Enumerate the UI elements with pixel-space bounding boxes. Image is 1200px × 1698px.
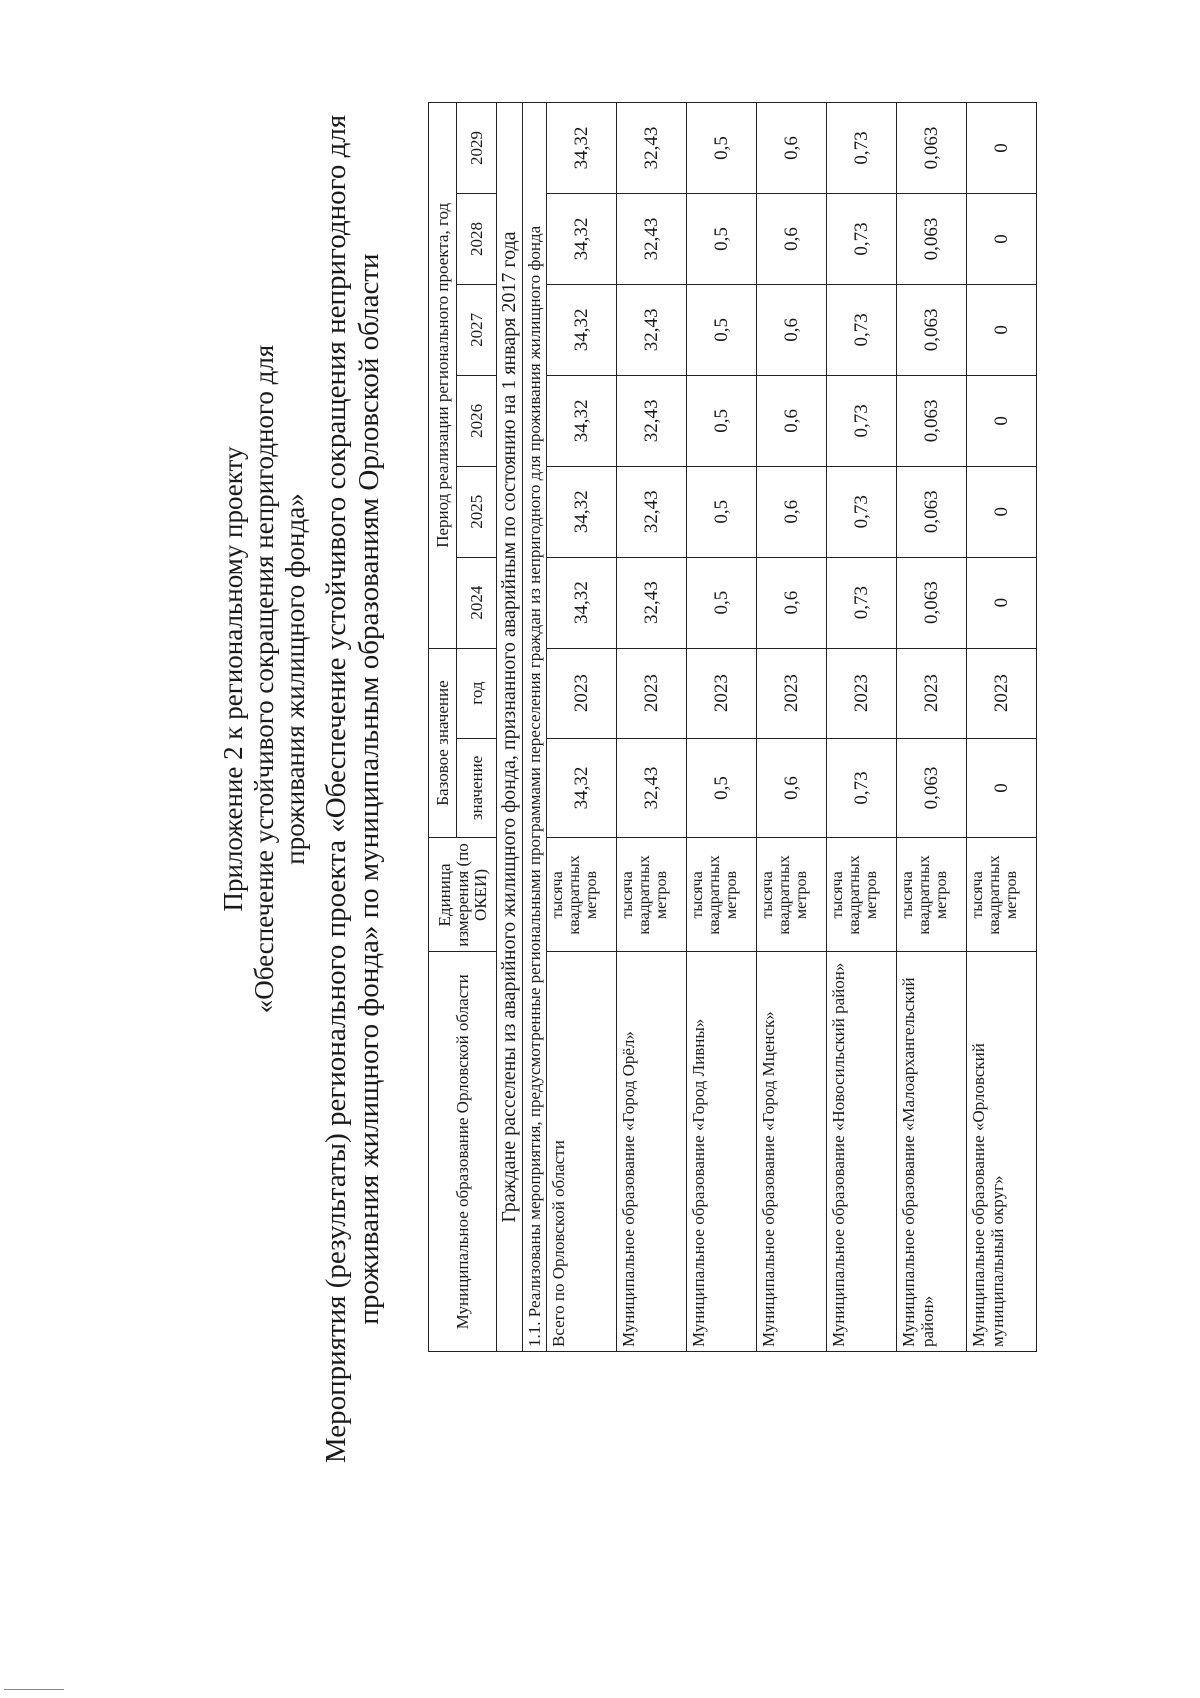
year-value-cell: 0,73 [827,375,897,466]
municipality-cell: Всего по Орловской области [547,952,617,1352]
title-line-2: проживания жилищного фонда» по муниципальным образованиям Орловской области [353,253,385,1325]
year-value-cell: 0 [967,284,1037,375]
base-value-cell: 0,5 [687,738,757,838]
header-year-2028: 2028 [457,194,497,285]
results-table [428,102,1037,1352]
header-base-year: год [457,648,497,738]
header-year-2024: 2024 [457,557,497,648]
table-row [687,103,757,1352]
header-year-2026: 2026 [457,375,497,466]
year-value-cell: 0,063 [897,194,967,285]
year-value-cell: 0,6 [757,375,827,466]
year-value-cell: 0,063 [897,375,967,466]
title-line-1: Мероприятия (результаты) регионального проекта «Обеспечение устойчивого сокращения непригодного для [320,114,352,1464]
year-value-cell: 0,6 [757,284,827,375]
table-row [757,103,827,1352]
year-value-cell: 0,063 [897,557,967,648]
year-value-cell: 0,6 [757,194,827,285]
header-base: Базовое значение [429,648,457,838]
base-value-cell: 0,6 [757,738,827,838]
base-value-cell: 32,43 [617,738,687,838]
municipality-cell: Муниципальное образование «Малоархангельский район» [897,952,967,1352]
year-value-cell: 0,6 [757,103,827,194]
year-value-cell: 0 [967,194,1037,285]
year-value-cell: 0,063 [897,284,967,375]
header-year-2027: 2027 [457,284,497,375]
municipality-cell: Муниципальное образование «Город Орёл» [617,952,687,1352]
year-value-cell: 34,32 [547,466,617,557]
year-value-cell: 0,063 [897,103,967,194]
year-value-cell: 0 [967,557,1037,648]
year-value-cell: 34,32 [547,194,617,285]
table-row [897,103,967,1352]
year-value-cell: 0 [967,466,1037,557]
year-value-cell: 32,43 [617,194,687,285]
year-value-cell: 0,73 [827,466,897,557]
scan-artifact [4,1689,64,1690]
table-row [827,103,897,1352]
year-value-cell: 0,5 [687,103,757,194]
year-value-cell: 0,5 [687,557,757,648]
year-value-cell: 0,73 [827,194,897,285]
table-row [547,103,617,1352]
unit-cell: тысяча квадратных метров [827,838,897,952]
rotated-document-page [60,79,1140,1619]
year-value-cell: 0,5 [687,466,757,557]
year-value-cell: 0,5 [687,284,757,375]
table-row [967,103,1037,1352]
base-value-cell: 0,063 [897,738,967,838]
municipality-cell: Муниципальное образование «Город Ливны» [687,952,757,1352]
year-value-cell: 0,6 [757,557,827,648]
year-value-cell: 0,73 [827,557,897,648]
base-value-cell: 0 [967,738,1037,838]
section-row: Граждане расселены из аварийного жилищного фонда, признанного аварийным по состоянию на 1 января 2017 года [497,103,523,1352]
year-value-cell: 0,063 [897,466,967,557]
header-year-2029: 2029 [457,103,497,194]
base-year-cell: 2023 [757,648,827,738]
year-value-cell: 0,5 [687,194,757,285]
base-value-cell: 0,73 [827,738,897,838]
subsection-row: 1.1. Реализованы мероприятия, предусмотренные региональными программами переселения граждан из непригодного для проживания жилищного фонда [523,103,547,1352]
municipality-cell: Муниципальное образование «Новосильский район» [827,952,897,1352]
base-year-cell: 2023 [617,648,687,738]
municipality-cell: Муниципальное образование «Орловский муниципальный округ» [967,952,1037,1352]
year-value-cell: 32,43 [617,557,687,648]
header-period: Период реализации регионального проекта, год [429,103,457,649]
base-year-cell: 2023 [547,648,617,738]
year-value-cell: 34,32 [547,557,617,648]
base-value-cell: 34,32 [547,738,617,838]
municipality-cell: Муниципальное образование «Город Мценск» [757,952,827,1352]
year-value-cell: 0,73 [827,103,897,194]
unit-cell: тысяча квадратных метров [967,838,1037,952]
header-base-value: значение [457,738,497,838]
base-year-cell: 2023 [897,648,967,738]
base-year-cell: 2023 [687,648,757,738]
year-value-cell: 32,43 [617,466,687,557]
year-value-cell: 34,32 [547,284,617,375]
year-value-cell: 0 [967,375,1037,466]
year-value-cell: 0,73 [827,284,897,375]
table-row [617,103,687,1352]
unit-cell: тысяча квадратных метров [687,838,757,952]
unit-cell: тысяча квадратных метров [897,838,967,952]
appendix-header [218,79,311,1619]
year-value-cell: 32,43 [617,375,687,466]
appendix-line-3: проживания жилищного фонда» [280,493,310,865]
year-value-cell: 34,32 [547,103,617,194]
year-value-cell: 0 [967,103,1037,194]
document-title [320,39,386,1539]
header-unit: Единица измерения (по ОКЕИ) [429,838,497,952]
appendix-line-2: «Обеспечение устойчивого сокращения непригодного для [249,344,279,1014]
base-year-cell: 2023 [827,648,897,738]
unit-cell: тысяча квадратных метров [617,838,687,952]
year-value-cell: 32,43 [617,284,687,375]
header-municipality: Муниципальное образование Орловской области [429,952,497,1352]
year-value-cell: 34,32 [547,375,617,466]
unit-cell: тысяча квадратных метров [547,838,617,952]
unit-cell: тысяча квадратных метров [757,838,827,952]
year-value-cell: 0,6 [757,466,827,557]
header-year-2025: 2025 [457,466,497,557]
year-value-cell: 32,43 [617,103,687,194]
year-value-cell: 0,5 [687,375,757,466]
base-year-cell: 2023 [967,648,1037,738]
appendix-line-1: Приложение 2 к региональному проекту [218,446,248,912]
